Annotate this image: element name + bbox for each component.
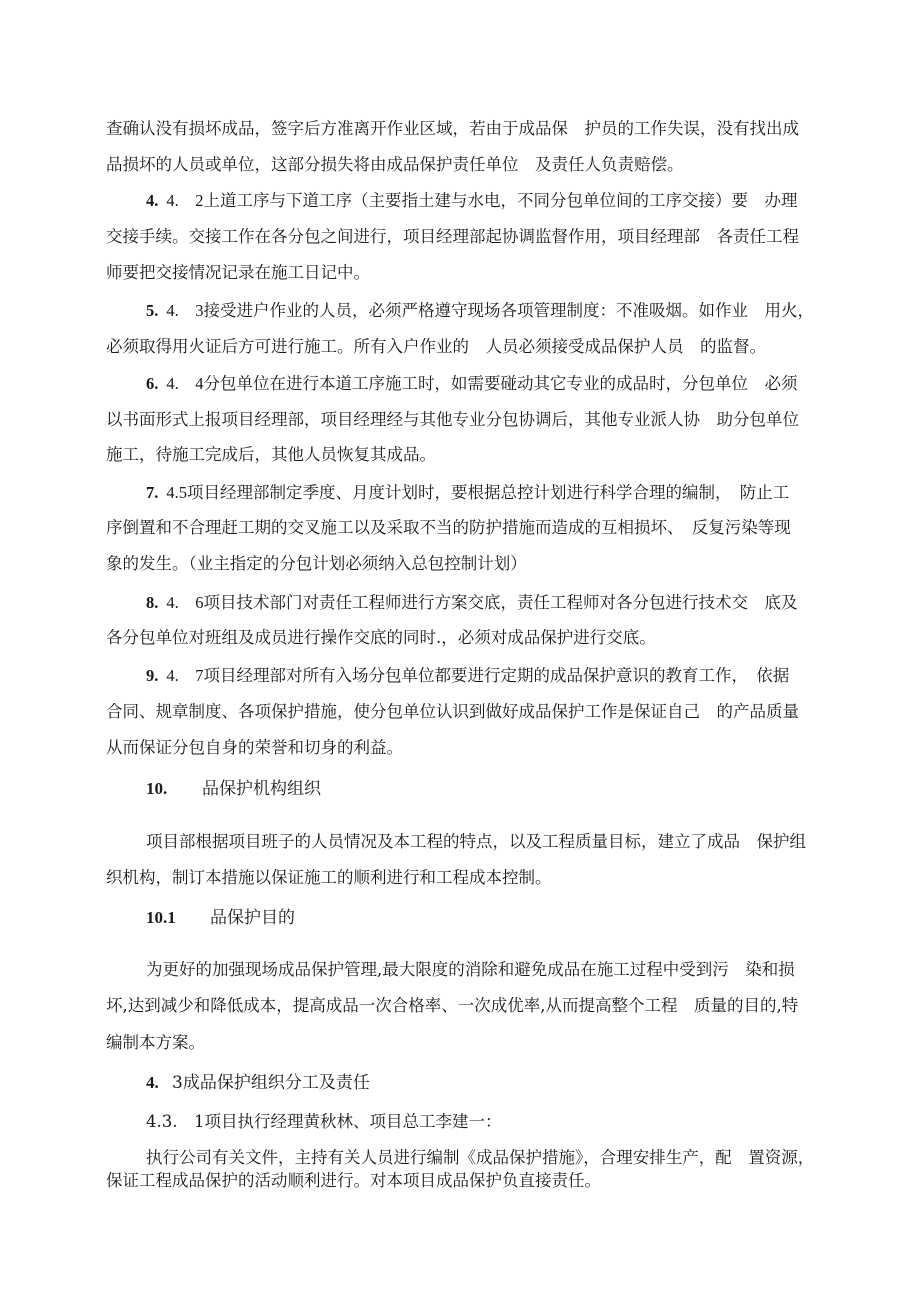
item-6-line-3: 施工，待施工完成后，其他人员恢复其成品。 <box>106 445 436 464</box>
item-text: 项目经理部制定季度、月度计划时，要根据总控计划进行科学合理的编制， 防止工 <box>187 483 790 502</box>
item-subnumber: 4. 2 <box>166 191 204 210</box>
item-text: 上道工序与下道工序（主要指土建与水电，不同分包单位间的工序交接）要 办理 <box>203 191 798 210</box>
item-subnumber: 4. 7 <box>166 666 204 685</box>
heading-title: 品保护目的 <box>210 908 295 928</box>
heading-number: 4. <box>146 1073 159 1092</box>
item-text: 项目经理部对所有入场分包单位都要进行定期的成品保护意识的教育工作， 依据 <box>203 666 790 685</box>
section-10-1-para-line-1: 为更好的加强现场成品保护管理,最大限度的消除和避免成品在施工过程中受到污 染和损 <box>146 960 795 979</box>
subsection-4-3-1-title: 4.3. 1项目执行经理黄秋林、项目总工李建一： <box>146 1112 502 1131</box>
heading-title: 3成品保护组织分工及责任 <box>172 1073 370 1093</box>
item-number: 9. <box>146 666 159 685</box>
section-heading-10-1 <box>146 905 295 931</box>
item-6-line-2: 以书面形式上报项目经理部，项目经理经与其他专业分包协调后，其他专业派人协 助分包单位 <box>106 410 799 429</box>
item-6-line-1 <box>146 372 826 396</box>
item-text: 分包单位在进行本道工序施工时，如需要碰动其它专业的成品时，分包单位 必须 <box>203 374 798 393</box>
section-heading-10 <box>146 776 321 802</box>
item-number: 8. <box>146 593 159 612</box>
item-subnumber: 4. 6 <box>166 593 204 612</box>
item-9-line-1 <box>146 664 826 688</box>
heading-number: 10. <box>146 779 168 798</box>
item-5-line-1 <box>146 299 826 323</box>
item-text: 项目技术部门对责任工程师进行方案交底，责任工程师对各分包进行技术交 底及 <box>203 593 798 612</box>
section-10-1-para-line-3: 编制本方案。 <box>106 1033 205 1052</box>
item-4-line-1 <box>146 189 826 213</box>
final-para-line-1: 执行公司有关文件，主持有关人员进行编制《成品保护措施》，合理安排生产，配 置资源， <box>146 1148 815 1167</box>
item-subnumber: 4. 4 <box>166 374 204 393</box>
item-7-line-1 <box>146 481 826 505</box>
item-8-line-1 <box>146 591 826 615</box>
item-number: 6. <box>146 374 159 393</box>
item-subnumber: 4. 3 <box>166 301 204 320</box>
item-4-line-3: 师要把交接情况记录在施工日记中。 <box>106 263 370 282</box>
item-5-line-2: 必须取得用火证后方可进行施工。所有入户作业的 人员必须接受成品保护人员 的监督。 <box>106 337 766 356</box>
item-number: 5. <box>146 301 159 320</box>
item-7-line-3: 象的发生。（业主指定的分包计划必须纳入总包控制计划） <box>106 554 527 573</box>
section-10-1-para-line-2: 坏,达到减少和降低成本，提高成品一次合格率、一次成优率,从而提高整个工程 质量的目的,特 <box>106 996 799 1015</box>
item-4-line-2: 交接手续。交接工作在各分包之间进行，项目经理部起协调监督作用，项目经理部 各责任工程 <box>106 227 799 246</box>
para-continuation-line-2: 品损坏的人员或单位，这部分损失将由成品保护责任单位 及责任人负责赔偿。 <box>106 155 684 174</box>
section-10-para-line-2: 织机构，制订本措施以保证施工的顺利进行和工程成本控制。 <box>106 868 552 887</box>
section-heading-4-3 <box>146 1070 370 1096</box>
item-8-line-2: 各分包单位对班组及成员进行操作交底的同时.，必须对成品保护进行交底。 <box>106 628 656 647</box>
item-9-line-2: 合同、规章制度、各项保护措施，使分包单位认识到做好成品保护工作是保证自己 的产品质量 <box>106 702 799 721</box>
item-7-line-2: 序倒置和不合理赶工期的交叉施工以及采取不当的防护措施而造成的互相损坏、 反复污染等现 <box>106 518 791 537</box>
final-para-line-2: 保证工程成品保护的活动顺利进行。对本项目成品保护负直接责任。 <box>106 1171 601 1190</box>
item-number: 4. <box>146 191 159 210</box>
para-continuation-line-1: 查确认没有损坏成品，签字后方准离开作业区域，若由于成品保 护员的工作失误，没有找出成 <box>106 119 799 138</box>
item-9-line-3: 从而保证分包自身的荣誉和切身的利益。 <box>106 738 403 757</box>
item-subnumber: 4.5 <box>166 483 187 502</box>
heading-number: 10.1 <box>146 908 176 927</box>
heading-title: 品保护机构组织 <box>202 779 321 799</box>
item-text: 接受进户作业的人员，必须严格遵守现场各项管理制度：不准吸烟。如作业 用火， <box>203 301 814 320</box>
section-10-para-line-1: 项目部根据项目班子的人员情况及本工程的特点，以及工程质量目标，建立了成品 保护组 <box>146 832 806 851</box>
item-number: 7. <box>146 483 159 502</box>
